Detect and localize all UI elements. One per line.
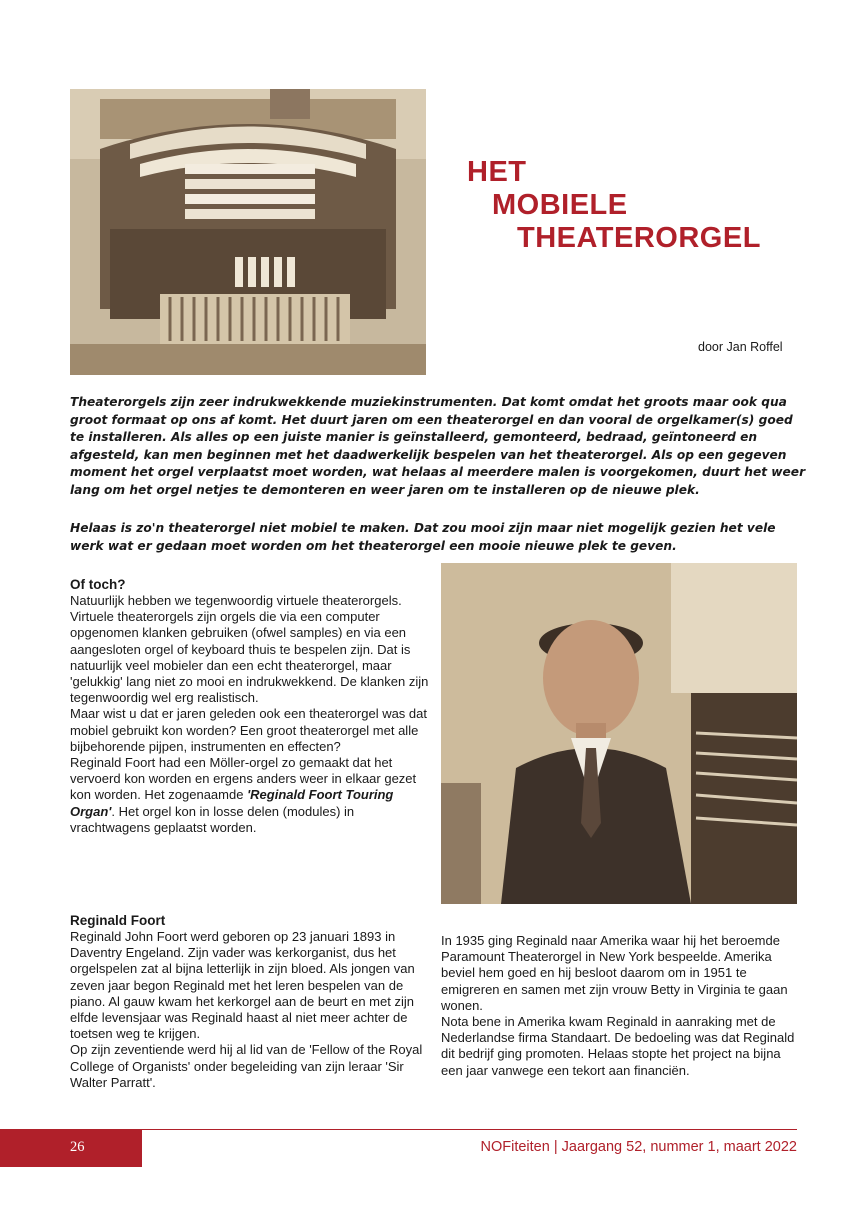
organ-console-photo xyxy=(70,89,426,375)
footer-rule xyxy=(142,1129,797,1130)
section-paragraph: Reginald John Foort werd geboren op 23 januari 1893 in Daventry Engeland. Zijn vader was kerkorganist, dus het orgelspelen zat al bijna letterlijk in zijn bloed. Als jongen van zeven jaar begon Reginald met het leren bespelen van de piano. Al gauw kwam het kerkorgel aan de beurt en met zijn elfde levensjaar was Reginald haast al niet meer achter de toetsen weg te krijgen. xyxy=(70,929,415,1042)
journal-reference: NOFiteiten | Jaargang 52, nummer 1, maart 2022 xyxy=(480,1139,797,1155)
article-title-line-2: MOBIELE xyxy=(492,189,628,221)
section-of-toch xyxy=(70,576,432,836)
section-reginald-foort xyxy=(70,912,432,1091)
section-paragraph: Op zijn zeventiende werd hij al lid van de 'Fellow of the Royal College of Organists' onder begeleiding van zijn leraar 'Sir Walter Parratt'. xyxy=(70,1042,423,1090)
section-paragraph: Maar wist u dat er jaren geleden ook een theaterorgel was dat mobiel gebruikt kon worden? Een groot theaterorgel met alle bijbehorende pijpen, instrumenten en effecten? xyxy=(70,706,427,754)
section-heading: Of toch? xyxy=(70,577,126,592)
reginald-foort-photo xyxy=(441,563,797,904)
organ-name-emphasis: 'Reginald Foort Touring Organ' xyxy=(70,787,394,819)
section-heading: Reginald Foort xyxy=(70,913,166,928)
intro-paragraph-1: Theaterorgels zijn zeer indrukwekkende muziekinstrumenten. Dat komt omdat het groots maar ook qua groot formaat op ons af komt. Het duurt jaren om een theaterorgel en dan vooral de orgelkamer(s) goed te installeren. Als alles op een juiste manier is geïnstalleerd, gemonteerd, bedraad, geïntoneerd en afgesteld, kan men beginnen met het daadwerkelijk bespelen van het theaterorgel. Als op een gegeven moment het orgel verplaatst moet worden, wat helaas al meerdere malen is voorgekomen, duurt het weer lang om het orgel netjes te demonteren en weer jaren om te installeren op de nieuwe plek. xyxy=(70,395,806,497)
section-paragraph: Nota bene in Amerika kwam Reginald in aanraking met de Nederlandse firma Standaart. De bedoeling was dat Reginald dit bedrijf ging promoten. Helaas stopte het project na bijna een jaar vanwege een tekort aan financiën. xyxy=(441,1014,795,1078)
byline: door Jan Roffel xyxy=(698,340,783,354)
section-paragraph: Natuurlijk hebben we tegenwoordig virtuele theaterorgels. Virtuele theaterorgels zijn orgels die via een computer opgenomen klanken gebruiken (ofwel samples) en via een aangesloten orgel of keyboard thuis te bespelen zijn. Dat is natuurlijk veel mobieler dan een echt theaterorgel, maar 'gelukkig' lang niet zo mooi en indrukwekkend. De klanken zijn tegenwoordig wel erg realistisch. xyxy=(70,593,429,706)
article-title-line-3: THEATERORGEL xyxy=(517,222,761,254)
article-title-line-1: HET xyxy=(467,156,527,188)
section-paragraph: Reginald Foort had een Möller-orgel zo gemaakt dat het vervoerd kon worden en ergens anders weer in elkaar gezet kon worden. Het zogenaamde 'Reginald Foort Touring Organ'. Het orgel kon in losse delen (modules) in vrachtwagens geplaatst worden. xyxy=(70,755,417,835)
section-paragraph: In 1935 ging Reginald naar Amerika waar hij het beroemde Paramount Theaterorgel in New York bespeelde. Amerika beviel hem goed en hij besloot daarom om in 1951 te emigreren en samen met zijn vrouw Betty in Virginia te gaan wonen. xyxy=(441,933,788,1013)
section-america xyxy=(441,933,803,1079)
page-number: 26 xyxy=(70,1139,85,1155)
intro-paragraph-2: Helaas is zo'n theaterorgel niet mobiel te maken. Dat zou mooi zijn maar niet mogelijk gezien het vele werk wat er gedaan moet worden om het theaterorgel een mooie nieuwe plek te geven. xyxy=(70,521,776,553)
